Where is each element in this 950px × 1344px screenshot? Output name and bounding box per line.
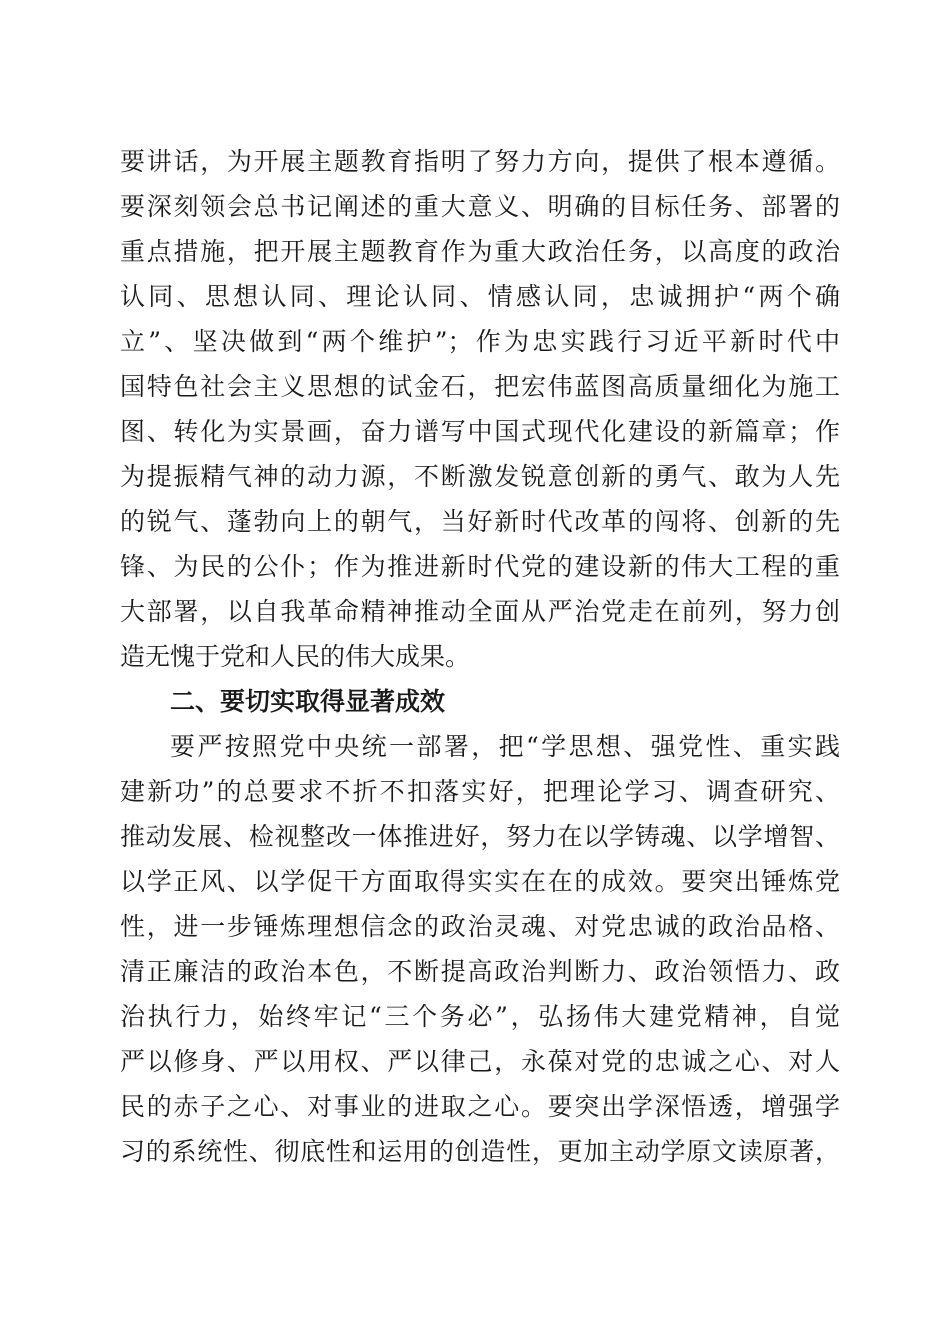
paragraph-line: 性，进一步锤炼理想信念的政治灵魂、对党忠诚的政治品格、 [120,912,840,941]
paragraph-line: 认同、思想认同、理论认同、情感认同，忠诚拥护“两个确 [120,282,840,311]
paragraph-line: 锋、为民的公仆；作为推进新时代党的建设新的伟大工程的重 [120,552,840,581]
paragraph-line: 民的赤子之心、对事业的进取之心。要突出学深悟透，增强学 [120,1092,840,1121]
section-heading: 二、要切实取得显著成效 [170,687,446,716]
paragraph-line: 清正廉洁的政治本色，不断提高政治判断力、政治领悟力、政 [120,957,840,986]
paragraph-line: 要严按照党中央统一部署，把“学思想、强党性、重实践 [170,732,840,761]
paragraph-line: 国特色社会主义思想的试金石，把宏伟蓝图高质量细化为施工 [120,372,840,401]
paragraph-line: 严以修身、严以用权、严以律己，永葆对党的忠诚之心、对人 [120,1047,840,1076]
paragraph-line: 立”、坚决做到“两个维护”；作为忠实践行习近平新时代中 [120,327,840,356]
paragraph-line: 大部署，以自我革命精神推动全面从严治党走在前列，努力创 [120,597,840,626]
paragraph-line: 建新功”的总要求不折不扣落实好，把理论学习、调查研究、 [120,777,840,806]
paragraph-line: 图、转化为实景画，奋力谱写中国式现代化建设的新篇章；作 [120,417,840,446]
paragraph-line: 造无愧于党和人民的伟大成果。 [120,642,471,671]
paragraph-line: 要讲话，为开展主题教育指明了努力方向，提供了根本遵循。 [120,147,840,176]
paragraph-line: 重点措施，把开展主题教育作为重大政治任务，以高度的政治 [120,237,840,266]
paragraph-line: 要深刻领会总书记阐述的重大意义、明确的目标任务、部署的 [120,192,840,221]
document-body [120,139,840,1174]
paragraph-line: 习的系统性、彻底性和运用的创造性，更加主动学原文读原著， [120,1137,840,1166]
paragraph-line: 的锐气、蓬勃向上的朝气，当好新时代改革的闯将、创新的先 [120,507,840,536]
paragraph-line: 推动发展、检视整改一体推进好，努力在以学铸魂、以学增智、 [120,822,840,851]
paragraph-line: 治执行力，始终牢记“三个务必”，弘扬伟大建党精神，自觉 [120,1002,840,1031]
paragraph-line: 为提振精气神的动力源，不断激发锐意创新的勇气、敢为人先 [120,462,840,491]
paragraph-line: 以学正风、以学促干方面取得实实在在的成效。要突出锤炼党 [120,867,840,896]
